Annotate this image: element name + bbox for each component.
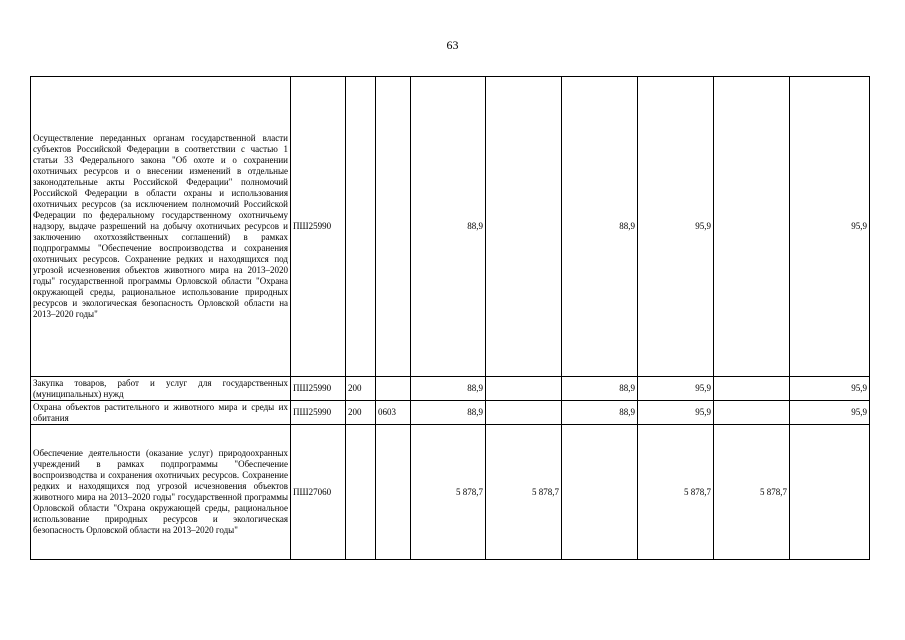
amount-cell	[790, 425, 870, 560]
target-article-code: ПШ27060	[291, 425, 346, 560]
amount-cell: 95,9	[790, 401, 870, 425]
amount-cell: 5 878,7	[411, 425, 486, 560]
table-row	[31, 77, 870, 377]
amount-cell: 5 878,7	[714, 425, 790, 560]
amount-cell	[486, 77, 562, 377]
amount-cell: 95,9	[638, 377, 714, 401]
row-name: Осуществление переданных органам государственной власти субъектов Российской Федерации в соответствии с частью 1 статьи 33 Федерального закона "Об охоте и о сохранении охотничьих ресурсов и о внесении изменений в отдельные законодательные акты Российской Федерации" полномочий Российской Федерации в области охраны и использования охотничьих ресурсов (за исключением полномочий Российской Федерации по федеральному государственному охотничьему надзору, выдаче разрешений на добычу охотничьих ресурсов и заключению охотхозяйственных соглашений) в рамках подпрограммы "Обеспечение воспроизводства и сохранения охотничьих ресурсов. Сохранение редких и находящихся под угрозой исчезновения объектов животного мира на 2013–2020 годы" государственной программы Орловской области "Охрана окружающей среды, рациональное использование природных ресурсов и экологическая безопасность Орловской области на 2013–2020 годы"	[31, 77, 291, 377]
amount-cell	[486, 377, 562, 401]
expense-type-code: 200	[346, 377, 376, 401]
amount-cell: 5 878,7	[638, 425, 714, 560]
amount-cell: 88,9	[562, 401, 638, 425]
amount-cell: 95,9	[638, 401, 714, 425]
amount-cell	[486, 401, 562, 425]
amount-cell: 5 878,7	[486, 425, 562, 560]
amount-cell: 88,9	[411, 77, 486, 377]
amount-cell: 88,9	[411, 377, 486, 401]
amount-cell: 95,9	[638, 77, 714, 377]
target-article-code: ПШ25990	[291, 401, 346, 425]
amount-cell: 95,9	[790, 77, 870, 377]
amount-cell	[714, 377, 790, 401]
amount-cell	[562, 425, 638, 560]
section-code: 0603	[376, 401, 411, 425]
section-code	[376, 77, 411, 377]
expense-type-code	[346, 77, 376, 377]
amount-cell: 88,9	[562, 377, 638, 401]
table-row	[31, 401, 870, 425]
section-code	[376, 425, 411, 560]
amount-cell: 95,9	[790, 377, 870, 401]
table-row	[31, 425, 870, 560]
target-article-code: ПШ25990	[291, 77, 346, 377]
table-row	[31, 377, 870, 401]
row-name: Закупка товаров, работ и услуг для государственных (муниципальных) нужд	[31, 377, 291, 401]
section-code	[376, 377, 411, 401]
row-name: Обеспечение деятельности (оказание услуг) природоохранных учреждений в рамках подпрограммы "Обеспечение воспроизводства и сохранения охотничьих ресурсов. Сохранение редких и находящихся под угрозой исчезновения объектов животного мира на 2013–2020 годы" государственной программы Орловской области "Охрана окружающей среды, рациональное использование природных ресурсов и экологическая безопасность Орловской области на 2013–2020 годы"	[31, 425, 291, 560]
amount-cell	[714, 401, 790, 425]
amount-cell: 88,9	[562, 77, 638, 377]
budget-table	[30, 76, 870, 560]
page-number: 63	[446, 38, 459, 52]
amount-cell	[714, 77, 790, 377]
row-name: Охрана объектов растительного и животного мира и среды их обитания	[31, 401, 291, 425]
amount-cell: 88,9	[411, 401, 486, 425]
target-article-code: ПШ25990	[291, 377, 346, 401]
expense-type-code: 200	[346, 401, 376, 425]
expense-type-code	[346, 425, 376, 560]
